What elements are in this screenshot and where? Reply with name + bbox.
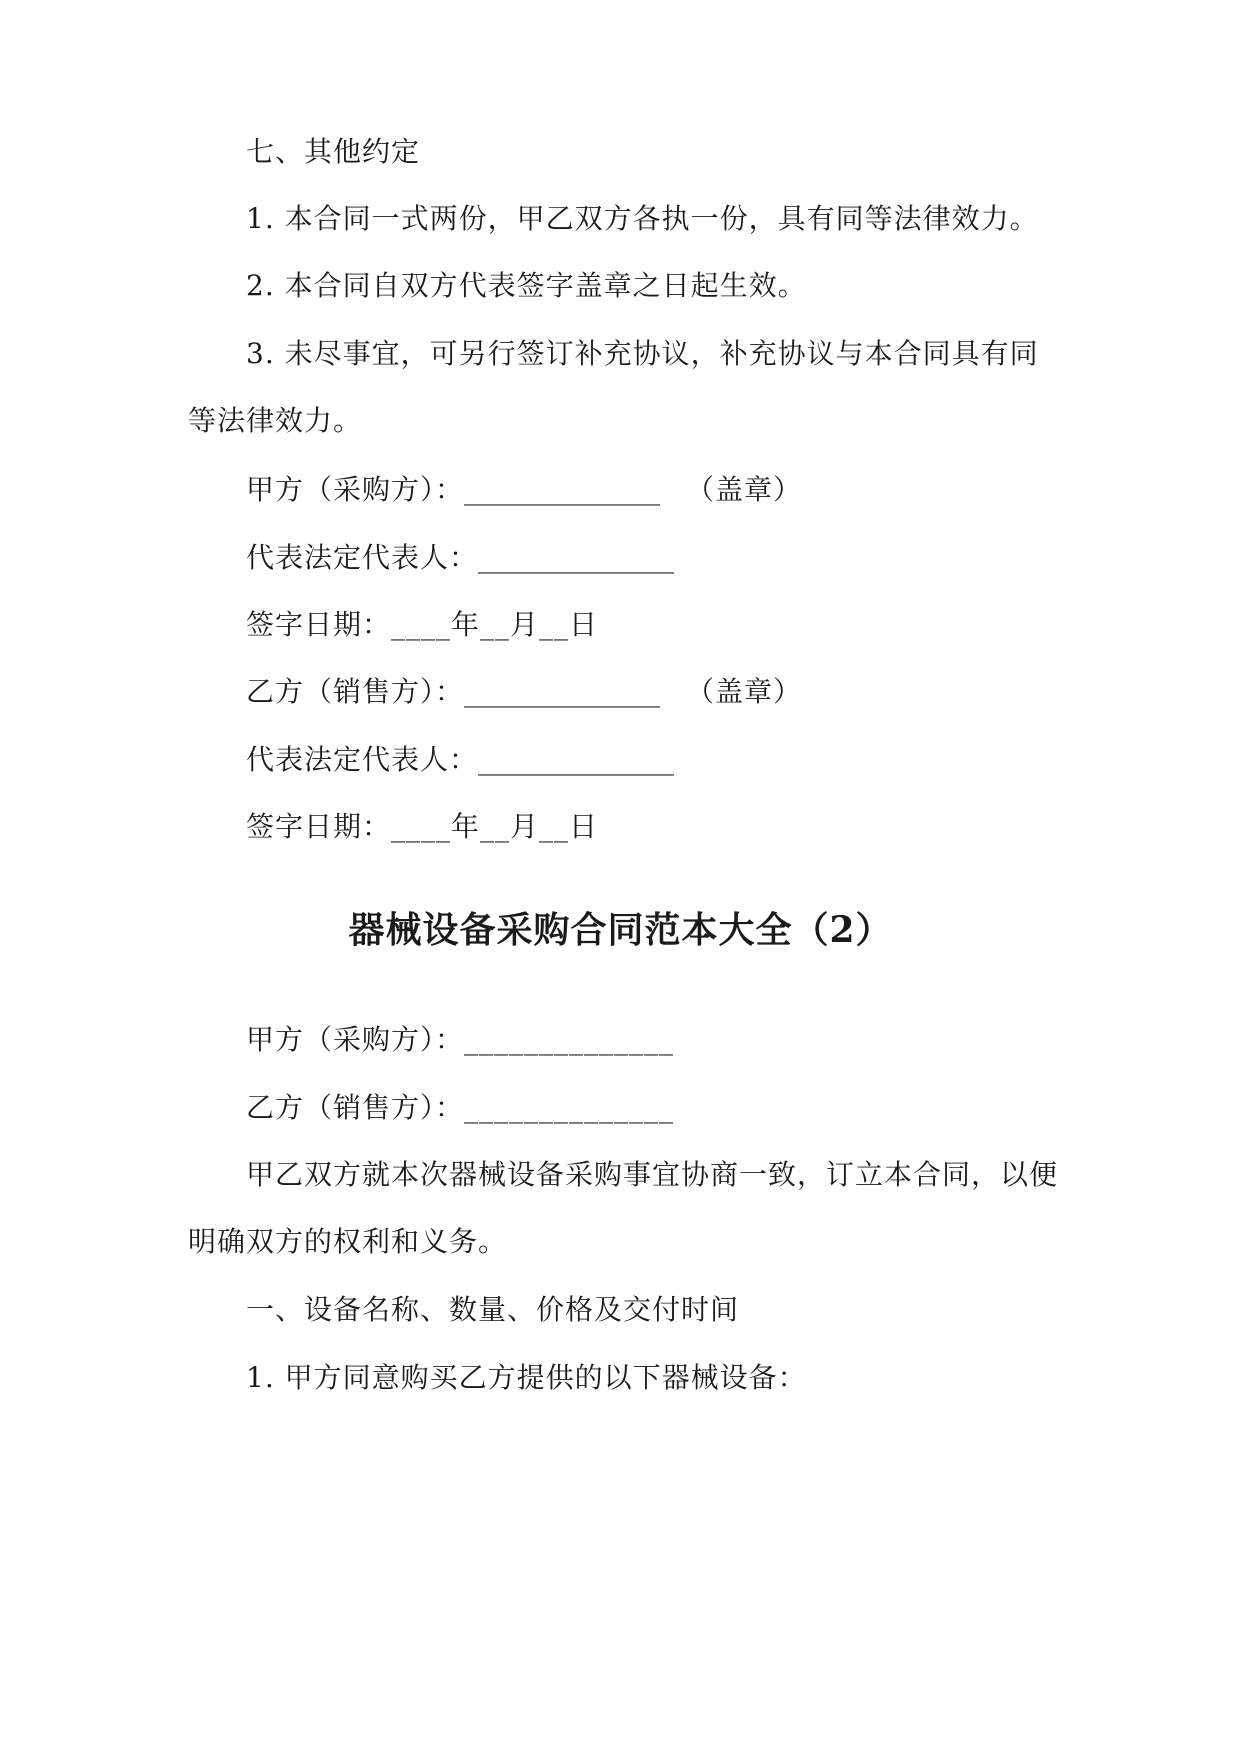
party-a-seal: （盖章） — [686, 473, 803, 506]
representative-blank: ______________ — [478, 743, 675, 776]
contract2-intro-continuation: 明确双方的权利和义务。 — [188, 1225, 508, 1258]
clause-item-1: 1. 本合同一式两份，甲乙双方各执一份，具有同等法律效力。 — [246, 202, 1039, 235]
contract-title: 器械设备采购合同范本大全（2） — [348, 909, 893, 951]
party-a-sign-date: 签字日期：____年__月__日 — [246, 608, 599, 641]
representative-blank: ______________ — [478, 541, 675, 574]
contract2-clause-item-1: 1. 甲方同意购买乙方提供的以下器械设备： — [246, 1361, 807, 1394]
party-b-representative-line — [246, 740, 1126, 780]
party-b-signature-line — [246, 672, 1126, 712]
party-b-blank: ______________ — [464, 675, 661, 708]
section-heading: 七、其他约定 — [246, 135, 421, 168]
clause-item-2: 2. 本合同自双方代表签字盖章之日起生效。 — [246, 269, 807, 302]
contract2-section-heading: 一、设备名称、数量、价格及交付时间 — [246, 1293, 740, 1326]
clause-item-3-continuation: 等法律效力。 — [188, 404, 363, 437]
party-b-sign-date: 签字日期：____年__月__日 — [246, 810, 599, 843]
representative-label: 代表法定代表人： — [246, 743, 479, 776]
contract2-party-b: 乙方（销售方）：______________ — [246, 1091, 675, 1124]
contract2-intro: 甲乙双方就本次器械设备采购事宜协商一致，订立本合同，以便 — [246, 1158, 1059, 1191]
party-a-label: 甲方（采购方）： — [246, 473, 465, 506]
party-a-blank: ______________ — [464, 473, 661, 506]
representative-label: 代表法定代表人： — [246, 541, 479, 574]
party-b-seal: （盖章） — [686, 675, 803, 708]
party-a-signature-line — [246, 470, 1126, 510]
party-a-representative-line — [246, 538, 1126, 578]
contract2-party-a: 甲方（采购方）：______________ — [246, 1023, 675, 1056]
party-b-label: 乙方（销售方）： — [246, 675, 465, 708]
clause-item-3: 3. 未尽事宜，可另行签订补充协议，补充协议与本合同具有同 — [246, 337, 1039, 370]
